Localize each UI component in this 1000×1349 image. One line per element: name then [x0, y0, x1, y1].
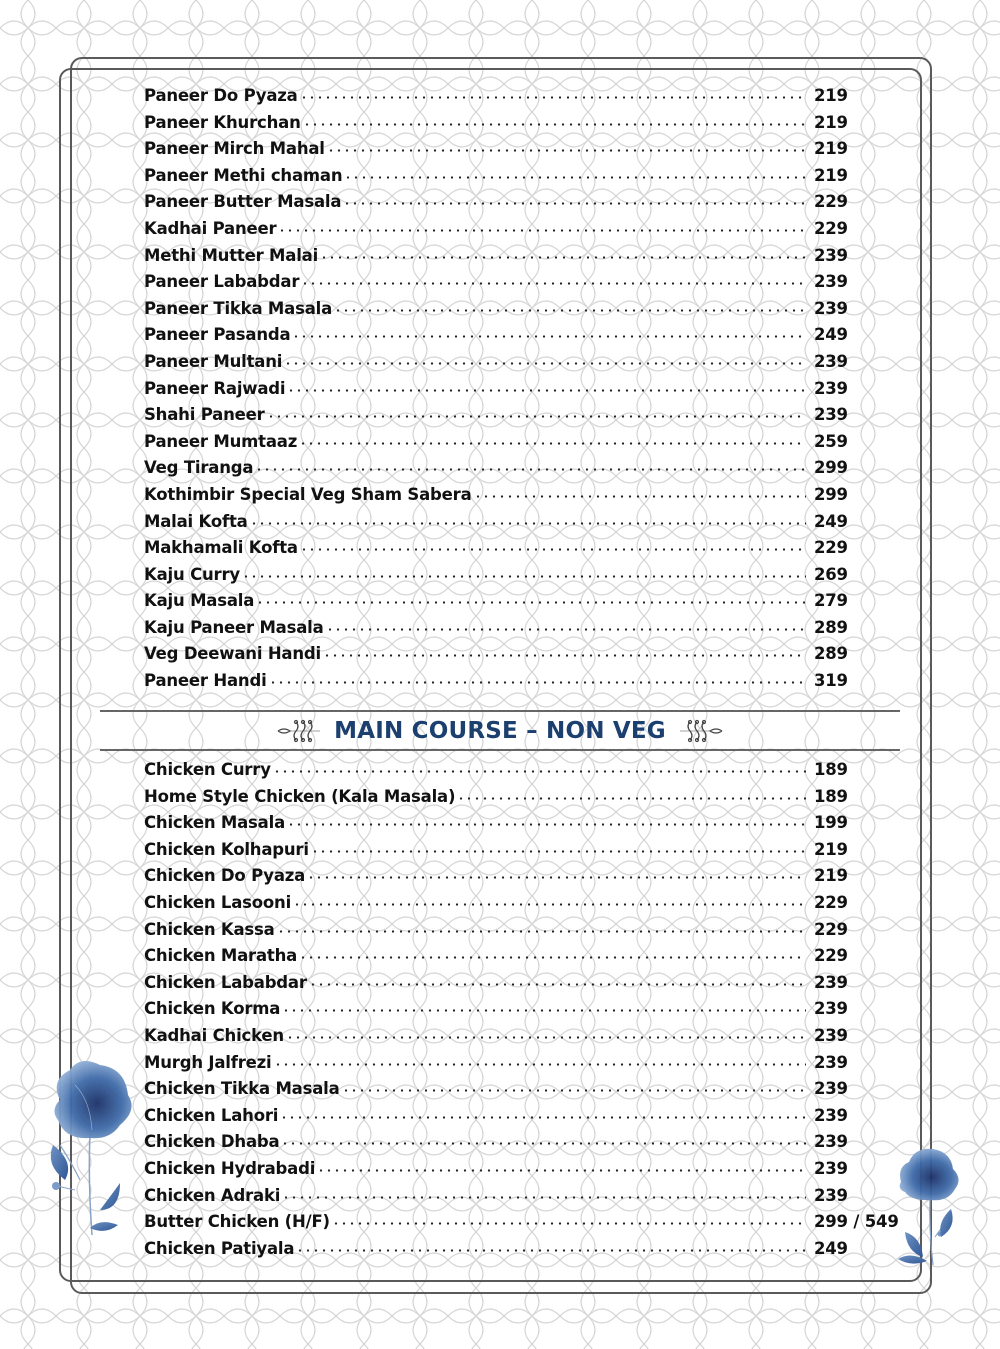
- menu-item: [144, 379, 848, 406]
- menu-item: [144, 166, 848, 193]
- dotted-leader: [311, 850, 806, 853]
- item-price: 249: [814, 1238, 848, 1258]
- dotted-leader: [293, 903, 806, 906]
- menu-item: [144, 946, 848, 973]
- dotted-leader: [267, 415, 806, 418]
- dotted-leader: [278, 229, 806, 232]
- price-container: [814, 840, 848, 859]
- dotted-leader: [344, 176, 806, 179]
- price-container: [814, 272, 848, 291]
- item-price: 239: [814, 999, 848, 1019]
- menu-item: [144, 219, 848, 246]
- menu-item: [144, 458, 848, 485]
- price-container: [814, 787, 848, 806]
- item-name: Chicken Tikka Masala: [144, 1079, 340, 1099]
- item-price: 239: [814, 405, 848, 425]
- price-container: [814, 813, 848, 832]
- dotted-leader: [250, 522, 806, 525]
- item-name: Paneer Butter Masala: [144, 192, 342, 212]
- item-name: Chicken Maratha: [144, 946, 298, 966]
- price-container: [814, 113, 848, 132]
- price-container: [814, 139, 848, 158]
- dotted-leader: [242, 575, 806, 578]
- item-price: 279: [814, 591, 848, 611]
- item-price: 219: [814, 112, 848, 132]
- price-container: [814, 1239, 848, 1258]
- menu-item: [144, 1132, 848, 1159]
- menu-item: [144, 139, 848, 166]
- item-price: 219: [814, 866, 848, 886]
- item-price: 219: [814, 86, 848, 105]
- dotted-leader: [343, 202, 806, 205]
- flourish-right-icon: [678, 718, 724, 744]
- dotted-leader: [284, 362, 806, 365]
- menu-item: [144, 113, 848, 140]
- menu-item: [144, 591, 848, 618]
- section-divider-top: [100, 710, 900, 712]
- price-container: [814, 1079, 848, 1098]
- section-title: MAIN COURSE – NON VEG: [334, 718, 666, 744]
- menu-item: [144, 86, 848, 113]
- item-price: 239: [814, 1079, 848, 1099]
- item-name: Chicken Kassa: [144, 919, 275, 939]
- menu-item: [144, 999, 848, 1026]
- item-name: Kothimbir Special Veg Sham Sabera: [144, 484, 472, 504]
- price-container: [814, 325, 848, 344]
- item-name: Home Style Chicken (Kala Masala): [144, 786, 456, 806]
- item-price: 239: [814, 298, 848, 318]
- dotted-leader: [300, 548, 806, 551]
- item-name: Kaju Paneer Masala: [144, 617, 324, 637]
- price-container: [814, 1186, 848, 1205]
- item-name: Paneer Khurchan: [144, 112, 301, 132]
- item-name: Paneer Pasanda: [144, 325, 291, 345]
- menu-item: [144, 1053, 848, 1080]
- dotted-leader: [280, 1116, 806, 1119]
- item-price: 299: [814, 458, 848, 478]
- price-container: [814, 86, 848, 105]
- item-name: Veg Tiranga: [144, 458, 254, 478]
- item-price: 219: [814, 139, 848, 159]
- item-price: 229: [814, 192, 848, 212]
- price-container: [814, 485, 848, 504]
- item-name: Veg Deewani Handi: [144, 644, 321, 664]
- price-container: [814, 866, 848, 885]
- item-price: 239: [814, 1185, 848, 1205]
- price-container: [814, 379, 848, 398]
- price-container: [814, 1212, 899, 1232]
- item-price: 239: [814, 272, 848, 292]
- price-container: [814, 219, 848, 238]
- price-container: [814, 591, 848, 610]
- price-container: [814, 405, 848, 424]
- price-container: [814, 538, 848, 557]
- item-price: 219: [814, 839, 848, 859]
- menu-item: [144, 866, 848, 893]
- item-name: Paneer Methi chaman: [144, 165, 343, 185]
- menu-item: [144, 512, 848, 539]
- price-container: [814, 1026, 848, 1045]
- item-name: Chicken Masala: [144, 813, 286, 833]
- menu-list-veg: [144, 86, 848, 698]
- item-price: 289: [814, 617, 848, 637]
- menu-item: [144, 644, 848, 671]
- dotted-leader: [301, 282, 806, 285]
- dotted-leader: [299, 956, 806, 959]
- dotted-leader: [269, 681, 806, 684]
- item-price: 259: [814, 431, 848, 451]
- price-container: [814, 432, 848, 451]
- item-name: Paneer Mumtaaz: [144, 431, 298, 451]
- item-price: 239: [814, 1132, 848, 1152]
- dotted-leader: [317, 1169, 806, 1172]
- dotted-leader: [342, 1089, 806, 1092]
- menu-item: [144, 893, 848, 920]
- price-container: [814, 1053, 848, 1072]
- menu-item: [144, 192, 848, 219]
- dotted-leader: [273, 770, 806, 773]
- item-name: Paneer Handi: [144, 671, 267, 691]
- item-name: Malai Kofta: [144, 511, 248, 531]
- menu-item: [144, 813, 848, 840]
- item-price: 239: [814, 1105, 848, 1125]
- price-container: [814, 166, 848, 185]
- price-container: [814, 458, 848, 477]
- item-price: 189: [814, 760, 848, 779]
- item-name: Paneer Do Pyaza: [144, 86, 298, 105]
- price-container: [814, 893, 848, 912]
- item-name: Paneer Rajwadi: [144, 378, 286, 398]
- dotted-leader: [309, 983, 806, 986]
- price-container: [814, 565, 848, 584]
- menu-list-non-veg: [144, 760, 899, 1265]
- dotted-leader: [334, 309, 806, 312]
- item-name: Kadhai Paneer: [144, 218, 277, 238]
- item-price: 249: [814, 325, 848, 345]
- item-name: Paneer Lababdar: [144, 272, 300, 292]
- menu-item: [144, 1026, 848, 1053]
- item-price: 189: [814, 786, 848, 806]
- price-container: [814, 920, 848, 939]
- flourish-left-icon: [276, 718, 322, 744]
- dotted-leader: [282, 1009, 806, 1012]
- dotted-leader: [323, 654, 806, 657]
- item-price: 229: [814, 946, 848, 966]
- item-name: Paneer Multani: [144, 351, 283, 371]
- menu-item: [144, 538, 848, 565]
- dotted-leader: [303, 123, 806, 126]
- item-price: 299 / 549: [814, 1212, 899, 1232]
- price-container: [814, 946, 848, 965]
- flower-right-icon: [893, 1137, 968, 1267]
- item-name: Paneer Mirch Mahal: [144, 139, 325, 159]
- item-price: 299: [814, 484, 848, 504]
- item-price: 289: [814, 644, 848, 664]
- item-name: Murgh Jalfrezi: [144, 1052, 272, 1072]
- item-price: 249: [814, 511, 848, 531]
- price-container: [814, 618, 848, 637]
- menu-item: [144, 840, 848, 867]
- menu-item: [144, 565, 848, 592]
- item-name: Chicken Korma: [144, 999, 281, 1019]
- item-name: Methi Mutter Malai: [144, 245, 319, 265]
- menu-item: [144, 920, 848, 947]
- dotted-leader: [457, 797, 806, 800]
- item-name: Chicken Lahori: [144, 1105, 279, 1125]
- item-price: 229: [814, 892, 848, 912]
- menu-item: [144, 272, 848, 299]
- item-name: Butter Chicken (H/F): [144, 1212, 330, 1232]
- dotted-leader: [282, 1196, 806, 1199]
- price-container: [814, 352, 848, 371]
- dotted-leader: [256, 601, 806, 604]
- flower-left-icon: [20, 1040, 140, 1240]
- item-name: Makhamali Kofta: [144, 538, 298, 558]
- price-container: [814, 999, 848, 1018]
- menu-item: [144, 1212, 899, 1239]
- item-price: 229: [814, 919, 848, 939]
- menu-item: [144, 325, 848, 352]
- dotted-leader: [287, 823, 806, 826]
- item-price: 239: [814, 972, 848, 992]
- item-price: 269: [814, 564, 848, 584]
- item-name: Chicken Adraki: [144, 1185, 281, 1205]
- dotted-leader: [327, 149, 806, 152]
- section-divider-bottom: [100, 749, 900, 751]
- dotted-leader: [281, 1142, 806, 1145]
- dotted-leader: [277, 930, 806, 933]
- section-heading-non-veg: [0, 714, 1000, 748]
- menu-item: [144, 246, 848, 273]
- price-container: [814, 512, 848, 531]
- menu-item: [144, 352, 848, 379]
- menu-item: [144, 1239, 848, 1266]
- price-container: [814, 644, 848, 663]
- dotted-leader: [332, 1222, 806, 1225]
- dotted-leader: [292, 335, 806, 338]
- item-name: Chicken Curry: [144, 760, 271, 779]
- dotted-leader: [296, 1249, 806, 1252]
- menu-item: [144, 787, 848, 814]
- item-price: 219: [814, 165, 848, 185]
- dotted-leader: [274, 1063, 806, 1066]
- price-container: [814, 299, 848, 318]
- menu-item: [144, 1106, 848, 1133]
- dotted-leader: [474, 495, 806, 498]
- menu-item: [144, 432, 848, 459]
- price-container: [814, 246, 848, 265]
- menu-item: [144, 485, 848, 512]
- item-name: Chicken Do Pyaza: [144, 866, 306, 886]
- menu-item: [144, 1159, 848, 1186]
- item-price: 229: [814, 218, 848, 238]
- item-price: 239: [814, 1158, 848, 1178]
- item-name: Kaju Curry: [144, 564, 240, 584]
- dotted-leader: [287, 389, 806, 392]
- item-price: 239: [814, 245, 848, 265]
- menu-item: [144, 671, 848, 698]
- dotted-leader: [307, 876, 806, 879]
- menu-item: [144, 405, 848, 432]
- item-price: 239: [814, 378, 848, 398]
- item-name: Chicken Lasooni: [144, 892, 292, 912]
- item-name: Chicken Hydrabadi: [144, 1158, 316, 1178]
- price-container: [814, 1106, 848, 1125]
- price-container: [814, 973, 848, 992]
- price-container: [814, 671, 848, 690]
- item-name: Shahi Paneer: [144, 405, 265, 425]
- item-price: 319: [814, 671, 848, 691]
- item-price: 239: [814, 1025, 848, 1045]
- dotted-leader: [299, 442, 806, 445]
- dotted-leader: [255, 468, 806, 471]
- menu-item: [144, 618, 848, 645]
- dotted-leader: [286, 1036, 806, 1039]
- dotted-leader: [320, 256, 806, 259]
- menu-item: [144, 1186, 848, 1213]
- item-name: Chicken Kolhapuri: [144, 839, 309, 859]
- menu-item: [144, 1079, 848, 1106]
- item-price: 239: [814, 1052, 848, 1072]
- item-name: Paneer Tikka Masala: [144, 298, 333, 318]
- menu-item: [144, 973, 848, 1000]
- item-price: 229: [814, 538, 848, 558]
- item-price: 199: [814, 813, 848, 833]
- price-container: [814, 192, 848, 211]
- menu-item: [144, 299, 848, 326]
- price-container: [814, 1132, 848, 1151]
- item-name: Chicken Patiyala: [144, 1238, 295, 1258]
- price-container: [814, 1159, 848, 1178]
- price-container: [814, 760, 848, 779]
- dotted-leader: [326, 628, 806, 631]
- item-name: Chicken Lababdar: [144, 972, 307, 992]
- item-name: Kaju Masala: [144, 591, 255, 611]
- item-price: 239: [814, 351, 848, 371]
- dotted-leader: [300, 96, 806, 99]
- item-name: Kadhai Chicken: [144, 1025, 284, 1045]
- item-name: Chicken Dhaba: [144, 1132, 280, 1152]
- menu-item: [144, 760, 848, 787]
